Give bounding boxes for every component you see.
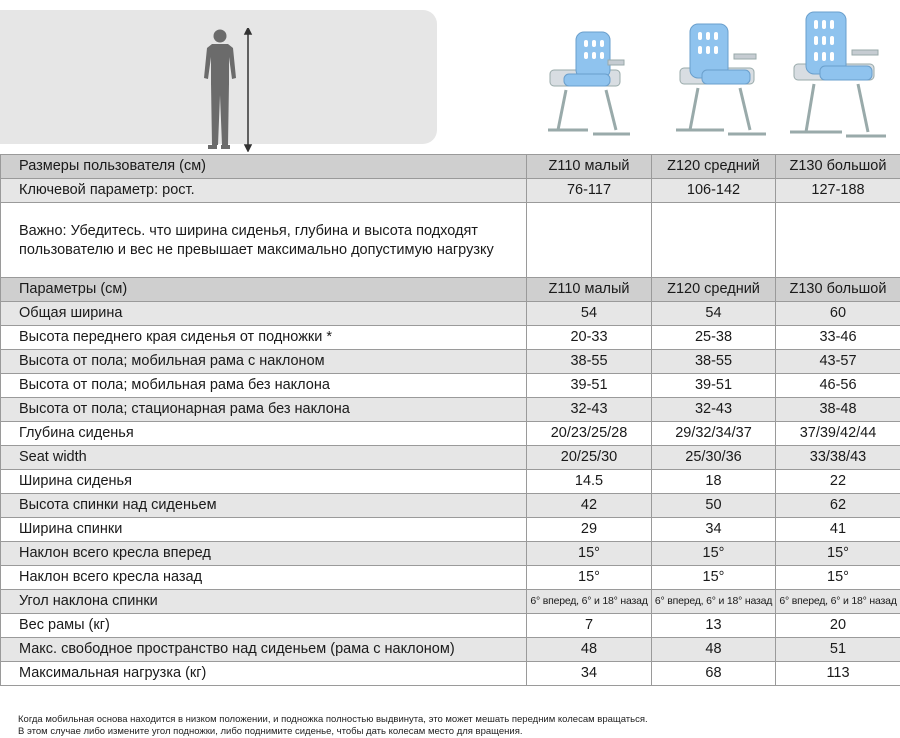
param-value: 6° вперед, 6° и 18° назад — [776, 590, 900, 614]
header-label: Размеры пользователя (см) — [1, 155, 527, 179]
param-value: 42 — [527, 494, 652, 518]
param-value: 33/38/43 — [776, 446, 900, 470]
param-value: 54 — [652, 302, 776, 326]
param-label: Наклон всего кресла назад — [1, 566, 527, 590]
param-value: 25-38 — [652, 326, 776, 350]
param-label: Ширина спинки — [1, 518, 527, 542]
note-empty-cell — [776, 203, 900, 278]
param-value: 18 — [652, 470, 776, 494]
param-label: Глубина сиденья — [1, 422, 527, 446]
param-value: 34 — [652, 518, 776, 542]
param-value: 32-43 — [652, 398, 776, 422]
key-param-z120: 106-142 — [652, 179, 776, 203]
params-z110-header: Z110 малый — [527, 278, 652, 302]
param-value: 15° — [527, 566, 652, 590]
param-value: 15° — [776, 566, 900, 590]
param-value: 6° вперед, 6° и 18° назад — [652, 590, 776, 614]
table-row — [1, 566, 900, 590]
params-header-label: Параметры (см) — [1, 278, 527, 302]
param-label: Наклон всего кресла вперед — [1, 542, 527, 566]
person-height-illustration — [200, 28, 260, 152]
footnote-line-2: В этом случае либо измените угол подножки, либо поднимите сиденье, чтобы дать колесам место для вращения. — [18, 726, 523, 737]
param-value: 29 — [527, 518, 652, 542]
table-row — [1, 446, 900, 470]
param-value: 43-57 — [776, 350, 900, 374]
note-row — [1, 203, 900, 278]
param-value: 15° — [776, 542, 900, 566]
model-z130-header: Z130 большой — [776, 155, 900, 179]
param-value: 15° — [652, 542, 776, 566]
table-row — [1, 326, 900, 350]
param-label: Вес рамы (кг) — [1, 614, 527, 638]
chair-z130-image — [782, 10, 892, 140]
param-value: 46-56 — [776, 374, 900, 398]
param-value: 20-33 — [527, 326, 652, 350]
chair-z120-image — [668, 22, 772, 138]
param-value: 113 — [776, 662, 900, 686]
param-label: Высота от пола; мобильная рама с наклоном — [1, 350, 527, 374]
params-header-row — [1, 278, 900, 302]
param-label: Ширина сиденья — [1, 470, 527, 494]
param-value: 62 — [776, 494, 900, 518]
table-row — [1, 374, 900, 398]
param-label: Высота спинки над сиденьем — [1, 494, 527, 518]
param-value: 33-46 — [776, 326, 900, 350]
key-param-row — [1, 179, 900, 203]
footnote — [18, 714, 648, 738]
table-row — [1, 590, 900, 614]
user-size-banner — [0, 10, 437, 144]
important-note: Важно: Убедитесь. что ширина сиденья, глубина и высота подходят пользователю и вес не превышает максимально допустимую нагрузку — [1, 203, 527, 278]
table-row — [1, 542, 900, 566]
param-label: Высота от пола; стационарная рама без наклона — [1, 398, 527, 422]
param-value: 38-55 — [652, 350, 776, 374]
param-value: 60 — [776, 302, 900, 326]
param-value: 38-55 — [527, 350, 652, 374]
chair-z110-image — [538, 30, 638, 138]
param-value: 34 — [527, 662, 652, 686]
footnote-line-1: Когда мобильная основа находится в низком положении, и подножка полностью выдвинута, это может мешать передним колесам вращаться. — [18, 714, 648, 725]
params-z120-header: Z120 средний — [652, 278, 776, 302]
param-value: 68 — [652, 662, 776, 686]
param-value: 32-43 — [527, 398, 652, 422]
table-row — [1, 662, 900, 686]
param-label: Общая ширина — [1, 302, 527, 326]
param-value: 48 — [527, 638, 652, 662]
param-value: 50 — [652, 494, 776, 518]
param-value: 15° — [652, 566, 776, 590]
model-z110-header: Z110 малый — [527, 155, 652, 179]
key-param-label: Ключевой параметр: рост. — [1, 179, 527, 203]
table-row — [1, 422, 900, 446]
table-row — [1, 614, 900, 638]
note-empty-cell — [652, 203, 776, 278]
param-value: 20 — [776, 614, 900, 638]
param-label: Максимальная нагрузка (кг) — [1, 662, 527, 686]
key-param-z130: 127-188 — [776, 179, 900, 203]
param-value: 22 — [776, 470, 900, 494]
param-value: 51 — [776, 638, 900, 662]
param-value: 39-51 — [527, 374, 652, 398]
table-row — [1, 398, 900, 422]
param-value: 41 — [776, 518, 900, 542]
param-value: 7 — [527, 614, 652, 638]
param-value: 38-48 — [776, 398, 900, 422]
param-label: Высота переднего края сиденья от подножки * — [1, 326, 527, 350]
param-value: 37/39/42/44 — [776, 422, 900, 446]
table-row — [1, 350, 900, 374]
user-size-header-row — [1, 155, 900, 179]
specification-table — [0, 154, 900, 686]
param-label: Seat width — [1, 446, 527, 470]
param-value: 39-51 — [652, 374, 776, 398]
table-row — [1, 518, 900, 542]
param-value: 6° вперед, 6° и 18° назад — [527, 590, 652, 614]
table-row — [1, 494, 900, 518]
param-label: Макс. свободное пространство над сиденьем (рама с наклоном) — [1, 638, 527, 662]
table-row — [1, 302, 900, 326]
param-value: 25/30/36 — [652, 446, 776, 470]
note-empty-cell — [527, 203, 652, 278]
param-value: 29/32/34/37 — [652, 422, 776, 446]
param-value: 20/23/25/28 — [527, 422, 652, 446]
param-value: 14.5 — [527, 470, 652, 494]
key-param-z110: 76-117 — [527, 179, 652, 203]
param-value: 13 — [652, 614, 776, 638]
param-value: 54 — [527, 302, 652, 326]
table-row — [1, 638, 900, 662]
params-z130-header: Z130 большой — [776, 278, 900, 302]
param-label: Высота от пола; мобильная рама без наклона — [1, 374, 527, 398]
param-value: 48 — [652, 638, 776, 662]
param-value: 15° — [527, 542, 652, 566]
param-value: 20/25/30 — [527, 446, 652, 470]
model-z120-header: Z120 средний — [652, 155, 776, 179]
table-row — [1, 470, 900, 494]
param-label: Угол наклона спинки — [1, 590, 527, 614]
